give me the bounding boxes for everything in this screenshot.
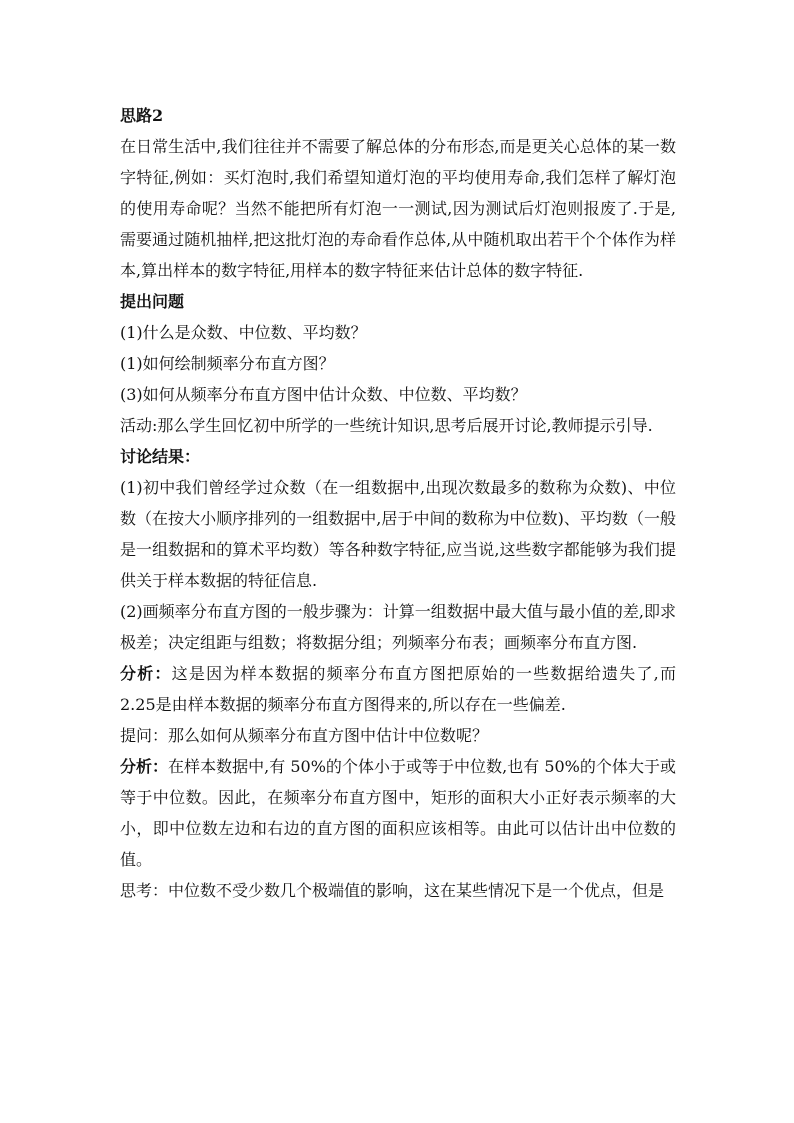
analysis-2-text: 在样本数据中,有 50%的个体小于或等于中位数,也有 50%的个体大于或等于中位数。因此，在频率分布直方图中，矩形的面积大小正好表示频率的大小，即中位数左边和右边的直方图的面积应该相等。由此可以估计出中位数的值。: [120, 757, 676, 869]
thinking-text: 思考：中位数不受少数几个极端值的影响，这在某些情况下是一个优点，但是: [120, 881, 665, 900]
analysis-2: [120, 751, 676, 875]
activity-text: 活动:那么学生回忆初中所学的一些统计知识,思考后展开讨论,教师提示引导.: [120, 416, 653, 435]
question-median: 提问：那么如何从频率分布直方图中估计中位数呢？: [120, 726, 489, 745]
result-2: (2)画频率分布直方图的一般步骤为：计算一组数据中最大值与最小值的差,即求极差；决定组距与组数；将数据分组；列频率分布表；画频率分布直方图.: [120, 602, 676, 652]
question-2: (1)如何绘制频率分布直方图？: [120, 354, 335, 373]
question-1: (1)什么是众数、中位数、平均数？: [120, 323, 367, 342]
paragraph-intro: 在日常生活中,我们往往并不需要了解总体的分布形态,而是更关心总体的某一数字特征,例如：买灯泡时,我们希望知道灯泡的平均使用寿命,我们怎样了解灯泡的使用寿命呢？当然不能把所有灯泡一一测试,因为测试后灯泡则报废了.于是,需要通过随机抽样,把这批灯泡的寿命看作总体,从中随机取出若干个个体作为样本,算出样本的数字特征,用样本的数字特征来估计总体的数字特征.: [120, 137, 676, 280]
analysis-1-label: 分析：: [120, 664, 172, 683]
heading-questions: 提出问题: [120, 292, 185, 311]
heading-silu: 思路2: [120, 106, 164, 125]
analysis-1-text: 这是因为样本数据的频率分布直方图把原始的一些数据给遗失了,而 2.25是由样本数据的频率分布直方图得来的,所以存在一些偏差.: [120, 664, 676, 714]
result-1: (1)初中我们曾经学过众数（在一组数据中,出现次数最多的数称为众数)、中位数（在按大小顺序排列的一组数据中,居于中间的数称为中位数)、平均数（一般是一组数据和的算术平均数）等各种数字特征,应当说,这些数字都能够为我们提供关于样本数据的特征信息.: [120, 478, 676, 590]
document-body: [120, 100, 676, 906]
analysis-2-label: 分析：: [120, 757, 169, 776]
analysis-1: [120, 658, 676, 720]
heading-results: 讨论结果：: [120, 447, 201, 466]
question-3: (3)如何从频率分布直方图中估计众数、中位数、平均数？: [120, 385, 527, 404]
